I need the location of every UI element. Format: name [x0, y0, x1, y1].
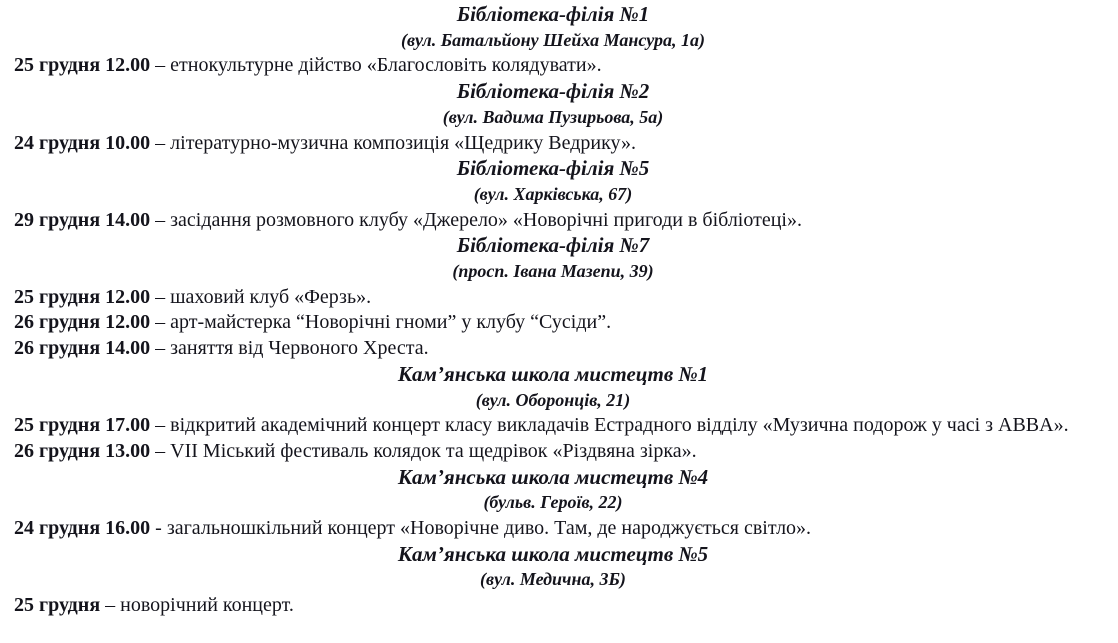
event-text: – заняття від Червоного Хреста. — [155, 337, 429, 360]
event-line — [14, 310, 1092, 336]
venue-section-art-school-4 — [14, 465, 1092, 542]
venue-heading: Бібліотека-філія №2 — [456, 79, 650, 104]
event-line — [14, 439, 1092, 465]
venue-section-library-1 — [14, 2, 1092, 79]
event-line — [14, 53, 1092, 79]
event-date: 24 грудня 16.00 — [14, 517, 151, 540]
venue-address: (просп. Івана Мазепи, 39) — [452, 261, 654, 282]
event-line — [14, 593, 1092, 619]
venue-heading: Кам’янська школа мистецтв №4 — [397, 464, 709, 489]
venue-section-library-2 — [14, 79, 1092, 156]
event-text: - загальношкільний концерт «Новорічне диво. Там, де народжується світло». — [155, 517, 812, 540]
event-text: – літературно-музична композиція «Щедрику Ведрику». — [155, 131, 637, 154]
venue-address: (вул. Батальйону Шейха Мансура, 1а) — [400, 29, 706, 50]
venue-section-library-7 — [14, 233, 1092, 362]
venue-section-library-5 — [14, 156, 1092, 233]
venue-heading: Бібліотека-філія №5 — [456, 156, 650, 181]
venue-address: (вул. Вадима Пузирьова, 5а) — [442, 106, 664, 127]
event-date: 25 грудня — [14, 594, 101, 617]
venue-address: (бульв. Героїв, 22) — [483, 492, 623, 513]
event-line — [14, 516, 1092, 542]
event-date: 26 грудня 12.00 — [14, 311, 151, 334]
event-text: – арт-майстерка “Новорічні гноми” у клубу “Сусіди”. — [155, 311, 612, 334]
event-date: 26 грудня 14.00 — [14, 337, 151, 360]
venue-address: (вул. Харківська, 67) — [473, 183, 633, 204]
event-date: 25 грудня 17.00 — [14, 414, 151, 437]
event-text: – засідання розмовного клубу «Джерело» «Новорічні пригоди в бібліотеці». — [155, 208, 802, 231]
venue-section-art-school-1 — [14, 362, 1092, 465]
venue-address: (вул. Оборонців, 21) — [475, 389, 631, 410]
event-date: 26 грудня 13.00 — [14, 439, 151, 462]
venue-address: (вул. Медична, 3Б) — [480, 569, 626, 590]
event-text: – VII Міський фестиваль колядок та щедрівок «Різдвяна зірка». — [155, 439, 697, 462]
event-text: – шаховий клуб «Ферзь». — [155, 285, 372, 308]
event-line — [14, 131, 1092, 157]
venue-heading: Кам’янська школа мистецтв №5 — [397, 541, 709, 566]
event-line — [14, 413, 1092, 439]
event-date: 29 грудня 14.00 — [14, 208, 151, 231]
event-date: 25 грудня 12.00 — [14, 285, 151, 308]
event-line — [14, 208, 1092, 234]
venue-heading: Бібліотека-філія №1 — [456, 2, 650, 26]
venue-section-art-school-5 — [14, 542, 1092, 619]
event-text: – відкритий академічний концерт класу викладачів Естрадного відділу «Музична подорож у часі з ABBA». — [155, 414, 1069, 437]
event-date: 24 грудня 10.00 — [14, 131, 151, 154]
event-text: – етнокультурне дійство «Благословіть колядувати». — [155, 54, 602, 77]
event-date: 25 грудня 12.00 — [14, 54, 151, 77]
venue-heading: Кам’янська школа мистецтв №1 — [397, 361, 709, 386]
event-text: – новорічний концерт. — [105, 594, 294, 617]
venue-heading: Бібліотека-філія №7 — [456, 233, 650, 258]
event-line — [14, 285, 1092, 311]
event-line — [14, 336, 1092, 362]
